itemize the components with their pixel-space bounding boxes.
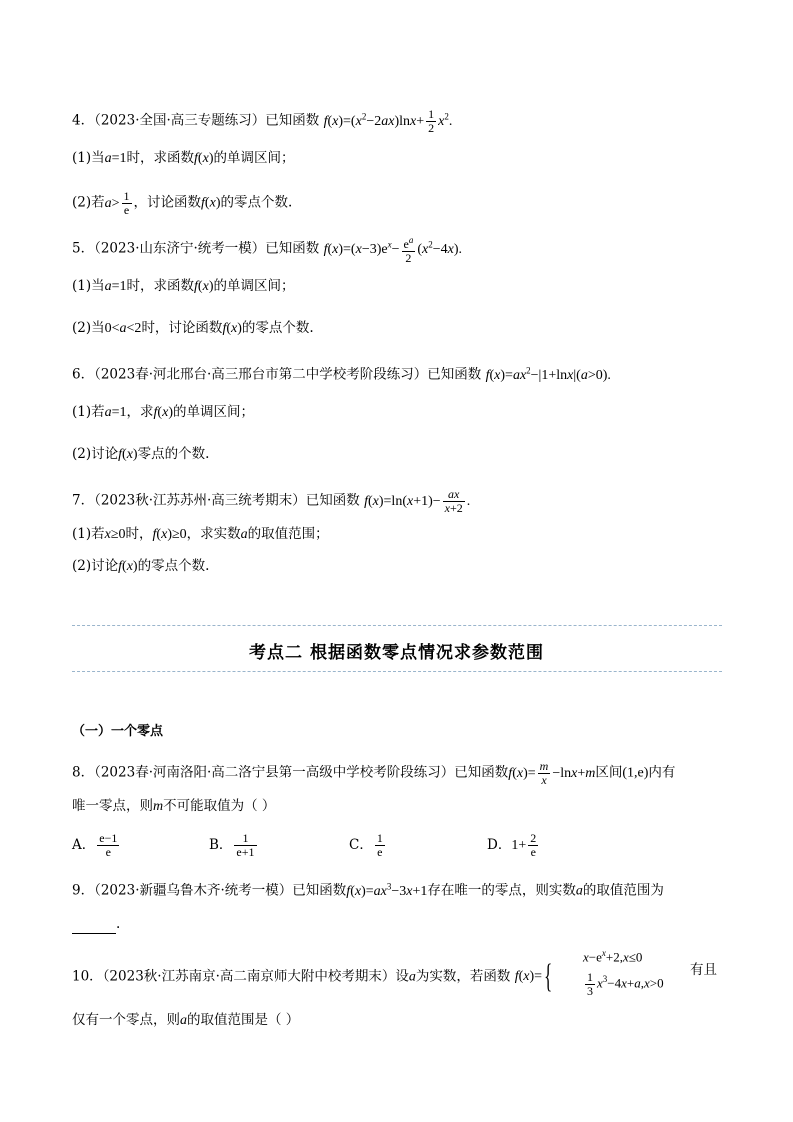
q10-stem: 10．（2023秋·江苏南京·高二南京师大附中校考期末）设a为实数，若函数 f(x)= { [72,960,637,994]
section-divider-bottom [72,671,722,672]
q7-stem [72,488,470,515]
q5-stem [72,234,462,265]
question-source: （2023·全国·高三专题练习）已知函数 [94,112,320,129]
question-source: （2023秋·江苏苏州·高三统考期末）已知函数 [94,492,360,509]
q9-formula: $f(x)=ax^3-3x+1$ [346,881,428,899]
q5-part1: (1)当a=1时，求函数f(x)的单调区间； [72,278,295,294]
question-source: （2023秋·江苏南京·高二南京师大附中校考期末）设 [102,968,409,985]
section-title: 考点二 根据函数零点情况求参数范围 [249,643,544,663]
q6-stem [72,360,611,386]
section-divider-top [72,625,722,626]
subsection-title: （一）一个零点 [72,724,164,739]
question-source: （2023春·河北邢台·高三邢台市第二中学校考阶段练习）已知函数 [94,366,482,383]
q8-stem: 8．（2023春·河南洛阳·高二洛宁县第一高级中学校考阶段练习）已知函数f(x)= $\frac{m}{x}$ −lnx+m区间(1,e)内有 [72,759,676,787]
q6-formula: $f(x)=ax^2-|1+\ln x|(a>0)$. [485,365,611,383]
question-number: 6． [72,366,95,383]
option-a[interactable]: A． $\frac{e-1}{e}$ [72,831,118,859]
question-source: （2023·山东济宁·统考一模）已知函数 [94,240,320,257]
q9-answer-blank[interactable]: . [72,914,120,934]
option-c[interactable]: C． $\frac{1}{e}$ [349,831,383,859]
q6-part2: (2)讨论f(x)零点的个数. [72,446,210,462]
q10-case-1: $x-e^x+2,x\le 0$ [583,948,643,965]
q8-formula: f(x)= $\frac{m}{x}$ −lnx+m [508,759,596,787]
q5-formula: $f(x)=(x-3)e^x-$ $\frac{e^a}{2}$ $(x^2-4x)$. [323,235,463,265]
option-d[interactable]: D．1+ $\frac{2}{e}$ [487,831,537,859]
question-number: 8． [72,764,95,781]
question-number: 9． [72,882,95,899]
q7-formula: f(x)=ln(x+1)− $\frac{ax}{x+2}$ . [364,487,471,515]
q6-part1: (1)若a=1，求f(x)的单调区间； [72,404,254,420]
q4-part1: (1)当a=1时，求函数f(x)的单调区间； [72,150,295,166]
q5-part2: (2)当0<a<2时，讨论函数f(x)的零点个数. [72,320,314,336]
question-number: 5． [72,240,95,257]
q4-stem [72,106,452,135]
q9-stem: 9．（2023·新疆乌鲁木齐·统考一模）已知函数$f(x)=ax^3-3x+1$存在唯一的零点，则实数a的取值范围为 [72,881,664,899]
question-source: （2023·新疆乌鲁木齐·统考一模）已知函数 [94,882,347,899]
q10-case-2: $\frac{1}{3}$ $x^3-4x+a,x>0$ [587,969,664,998]
question-source: （2023春·河南洛阳·高二洛宁县第一高级中学校考阶段练习）已知函数 [94,764,509,781]
option-b[interactable]: B． $\frac{1}{e+1}$ [209,831,255,859]
q10-piecewise-formula: f(x)= { [514,958,552,995]
q10-post: 有且 [690,962,717,978]
q10-line2: 仅有一个零点，则a的取值范围是（ ） [72,1012,300,1028]
question-number: 10． [72,968,103,985]
q7-part1: (1)若x≥0时，f(x)≥0，求实数a的取值范围； [72,526,329,542]
question-number: 4． [72,112,95,129]
q7-part2: (2)讨论f(x)的零点个数. [72,558,210,574]
q8-line2: 唯一零点，则m不可能取值为（ ） [72,798,276,814]
q4-part2: (2)若a> $\frac{1}{e}$ ，讨论函数f(x)的零点个数. [72,189,293,217]
q4-formula: $f(x)=(x^2-2ax)\ln x+$ $\frac{1}{2}$ $x^2$. [323,106,453,135]
question-number: 7． [72,492,95,509]
